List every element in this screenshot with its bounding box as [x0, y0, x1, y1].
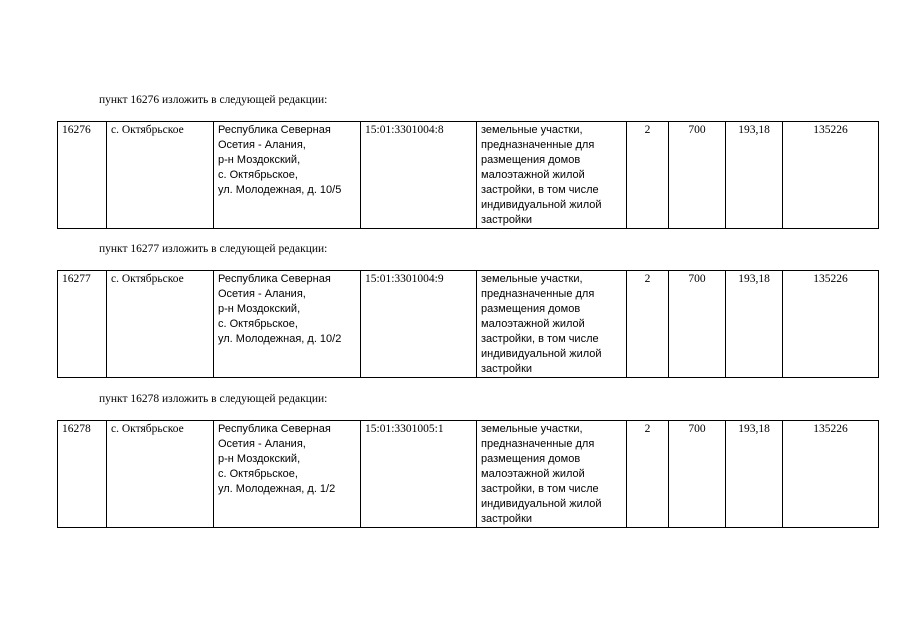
- record-table: [57, 420, 879, 528]
- land-use: земельные участки, предназначенные для размещения домов малоэтажной жилой застройки, в том числе индивидуальной жилой застройки: [477, 421, 627, 528]
- land-use: земельные участки, предназначенные для размещения домов малоэтажной жилой застройки, в том числе индивидуальной жилой застройки: [477, 122, 627, 229]
- cadastral-value: 135226: [783, 271, 879, 378]
- area: 700: [669, 271, 726, 378]
- group-number: 2: [627, 421, 669, 528]
- settlement: с. Октябрьское: [107, 122, 214, 229]
- record-table: [57, 121, 879, 229]
- cadastral-number: 15:01:3301005:1: [361, 421, 477, 528]
- entry-intro: пункт 16277 изложить в следующей редакции:: [99, 243, 328, 255]
- area: 700: [669, 122, 726, 229]
- settlement: с. Октябрьское: [107, 271, 214, 378]
- group-number: 2: [627, 271, 669, 378]
- cadastral-number: 15:01:3301004:9: [361, 271, 477, 378]
- table-row: [58, 271, 879, 378]
- table-row: [58, 122, 879, 229]
- cadastral-number: 15:01:3301004:8: [361, 122, 477, 229]
- table-row: [58, 421, 879, 528]
- record-number: 16278: [58, 421, 107, 528]
- cadastral-value: 135226: [783, 421, 879, 528]
- address: Республика Северная Осетия - Алания, р-н Моздокский, с. Октябрьское, ул. Молодежная, д. 1/2: [214, 421, 361, 528]
- area: 700: [669, 421, 726, 528]
- settlement: с. Октябрьское: [107, 421, 214, 528]
- entry-intro: пункт 16276 изложить в следующей редакции:: [99, 94, 328, 106]
- land-use: земельные участки, предназначенные для размещения домов малоэтажной жилой застройки, в том числе индивидуальной жилой застройки: [477, 271, 627, 378]
- address: Республика Северная Осетия - Алания, р-н Моздокский, с. Октябрьское, ул. Молодежная, д. 10/2: [214, 271, 361, 378]
- rate: 193,18: [726, 122, 783, 229]
- record-number: 16277: [58, 271, 107, 378]
- record-number: 16276: [58, 122, 107, 229]
- group-number: 2: [627, 122, 669, 229]
- address: Республика Северная Осетия - Алания, р-н Моздокский, с. Октябрьское, ул. Молодежная, д. 10/5: [214, 122, 361, 229]
- rate: 193,18: [726, 271, 783, 378]
- rate: 193,18: [726, 421, 783, 528]
- record-table: [57, 270, 879, 378]
- entry-intro: пункт 16278 изложить в следующей редакции:: [99, 393, 328, 405]
- cadastral-value: 135226: [783, 122, 879, 229]
